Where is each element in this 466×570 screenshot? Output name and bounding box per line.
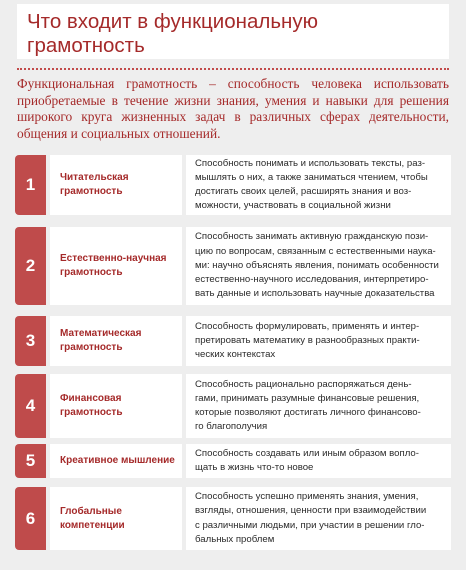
row-description: Способность понимать и использовать тексты, раз- мышлять о них, а также заниматься чтением, чтобы достигать своих целей, расширять знания и воз- можности, участвовать в социальной жизни (186, 155, 451, 215)
row-number: 2 (15, 227, 46, 305)
page-title: Что входит в функциональную грамотность (27, 10, 318, 57)
table-row (15, 444, 451, 478)
row-number: 1 (15, 155, 46, 215)
row-name: Математическая грамотность (50, 316, 182, 366)
table-row (15, 227, 451, 305)
table-row (15, 155, 451, 215)
row-number: 4 (15, 374, 46, 438)
row-name: Креативное мышление (50, 444, 182, 478)
row-name: Читательская грамотность (50, 155, 182, 215)
row-description: Способность рационально распоряжаться день- гами, принимать разумные финансовые решения, которые позволяют достигать личного финансово- го благополучия (186, 374, 451, 438)
row-description: Способность успешно применять знания, умения, взгляды, отношения, ценности при взаимодействии с различными людьми, при участии в решении гло- бальных проблем (186, 487, 451, 550)
table-row (15, 316, 451, 366)
intro-text: Функциональная грамотность – способность человека использовать приобретаемые в течение жизни знания, умения и навыки для решения широкого круга жизненных задач в различных сферах деятельности, общения и социальных отношений. (17, 76, 449, 141)
row-name: Финансовая грамотность (50, 374, 182, 438)
row-name: Естественно-научная грамотность (50, 227, 182, 305)
row-number: 5 (15, 444, 46, 478)
row-number: 3 (15, 316, 46, 366)
table-row (15, 374, 451, 438)
table-row (15, 487, 451, 550)
row-name: Глобальные компетенции (50, 487, 182, 550)
row-description: Способность формулировать, применять и интер- претировать математику в разнообразных практи- ческих контекстах (186, 316, 451, 366)
row-description: Способность занимать активную гражданскую пози- цию по вопросам, связанным с естественными наука- ми: научно объяснять явления, понимать особенности естественно-научного исследования, интерпретиро- вать данные и использовать научные доказательства (186, 227, 451, 305)
title-box (17, 4, 449, 59)
row-description: Способность создавать или иным образом вопло- щать в жизнь что-то новое (186, 444, 451, 478)
row-number: 6 (15, 487, 46, 550)
dotted-divider (17, 68, 449, 70)
